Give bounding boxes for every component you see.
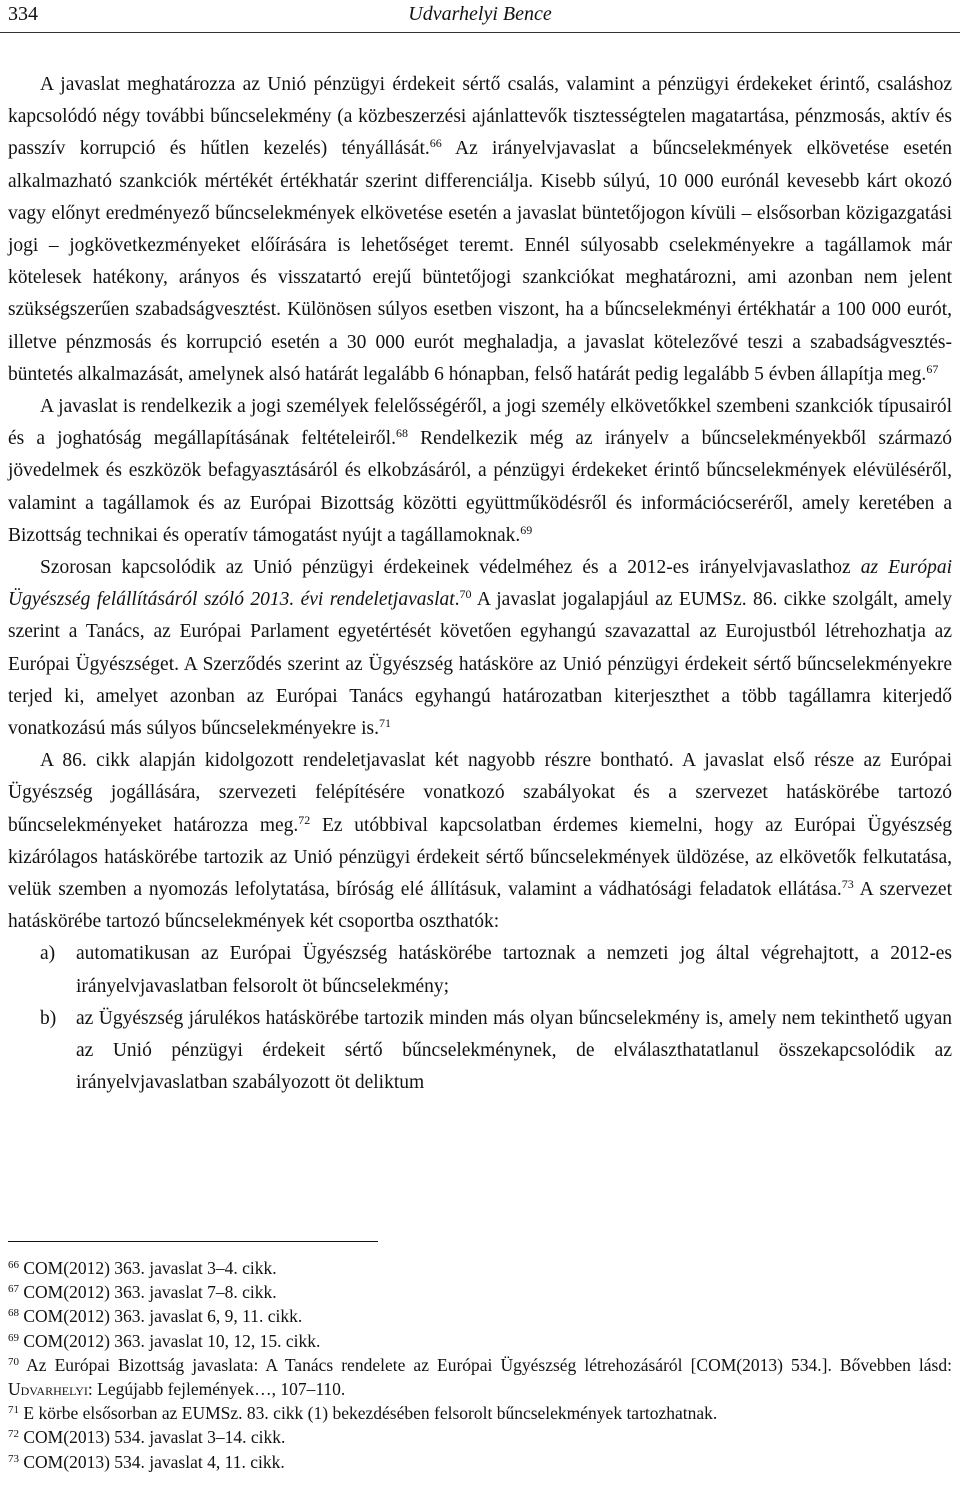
- running-title: Udvarhelyi Bence: [408, 3, 552, 25]
- paragraph-text: A javaslat jogalapjául az EUMSz. 86. cikke szolgált, amely szerint a Tanács, az Európai Parlament egyetértését követően egyhangú szavazattal az Eurojustból létrehozhatja az Európai Ügyészséget. A Szerződés szerint az Ügyészség hatásköre az Unió pénzügyi érdekeit sértő bűncselekményekre terjed ki, amelyet azonban az Európai Tanács egyhangú határozatban kiterjeszthet a több tagállamra kiterjedő vonatkozású más súlyos bűncselekményekre is.: [8, 589, 952, 740]
- paragraph-text: Az irányelvjavaslat a bűncselekmények elkövetése esetén alkalmazható szankciók mértékét értékhatár szerint differenciálja. Kisebb súlyú, 10 000 eurónál kevesebb kárt okozó vagy előnyt eredményező bűncselekmények elkövetése esetén a javaslat büntetőjogon kívüli – elsősorban közigazgatási jogi – jogkövetkezményeket előírására is lehetőséget teremt. Ennél súlyosabb cselekményekre a tagállamok már kötelesek hatékony, arányos és visszatartó erejű büntetőjogi szankciókat meghatározni, ami azonban nem jelent szükségszerűen szabadságvesztést. Különösen súlyos esetben viszont, ha a bűncselekményi értékhatár a 100 000 eurót, illetve pénzmosás és korrupció esetén a 30 000 eurót meghaladja, a javaslat kötelezővé teszi a szabadságvesztés-büntetés alkalmazását, amelynek alsó határát legalább 6 hónapban, felső határát pedig legalább 5 évben állapítja meg.: [8, 138, 952, 385]
- footnote-ref[interactable]: 66: [429, 136, 442, 151]
- footnotes: [8, 1256, 952, 1474]
- paragraph-text: Szorosan kapcsolódik az Unió pénzügyi érdekeinek védelméhez és a 2012-es irányelvjavaslathoz: [40, 557, 861, 579]
- footnote-text: COM(2012) 363. javaslat 3–4. cikk.: [23, 1258, 277, 1278]
- paragraph-text: A javaslat meghatározza az Unió pénzügyi érdekeit sértő csalás, valamint a pénzügyi érdekeket érintő, csaláshoz kapcsolódó négy további bűncselekmény (a közbeszerzési ajánlattevők tisztességtelen magatartása, pénzmosás, aktív és passzív korrupció és hűtlen kezelés) tényállását.: [8, 74, 952, 160]
- footnote: [8, 1425, 952, 1449]
- footnote-text: COM(2012) 363. javaslat 7–8. cikk.: [23, 1282, 277, 1303]
- footnote-number: 66: [8, 1259, 19, 1271]
- footnote-ref[interactable]: 71: [378, 716, 391, 731]
- footnote-text: : Legújabb fejlemények…, 107–110.: [87, 1379, 346, 1400]
- footnote-ref[interactable]: 69: [520, 522, 533, 537]
- footnote-text: COM(2013) 534. javaslat 3–14. cikk.: [23, 1427, 286, 1448]
- footnote: [8, 1401, 952, 1425]
- footnote: [8, 1329, 952, 1353]
- footnote-text: COM(2012) 363. javaslat 6, 9, 11. cikk.: [23, 1306, 303, 1327]
- footnote-number: 68: [8, 1307, 19, 1320]
- list-item: [8, 938, 952, 1002]
- paragraph: [8, 745, 952, 938]
- footnote: [8, 1450, 952, 1474]
- footnote-number: 69: [8, 1331, 19, 1344]
- footnote: [8, 1280, 952, 1304]
- footnote-number: 73: [8, 1452, 19, 1465]
- list-text: az Ügyészség járulékos hatáskörébe tartozik minden más olyan bűncselekmény is, amely nem tekinthető ugyan az Unió pénzügyi érdekeit sértő bűncselekménynek, de elválaszthatatlanul összekapcsolódik az irányelvjavaslatban szabályozott öt deliktum: [76, 1007, 952, 1094]
- paragraph: [8, 391, 952, 552]
- paragraph: [8, 69, 952, 391]
- page-number: 334: [8, 3, 38, 25]
- footnote-text: COM(2012) 363. javaslat 10, 12, 15. cikk.: [23, 1330, 321, 1351]
- paragraph-text: A 86. cikk alapján kidolgozott rendeletjavaslat két nagyobb részre bontható. A javaslat első része az Európai Ügyészség jogállására, szervezeti felépítésére vonatkozó szabályokat és a szervezet hatáskörébe tartozó bűncselekményeket határozza meg.: [8, 750, 952, 836]
- paragraph: [8, 552, 952, 745]
- footnote-text: E körbe elsősorban az EUMSz. 83. cikk (1) bekezdésében felsorolt bűncselekmények tartozhatnak.: [23, 1403, 718, 1424]
- footnote-ref[interactable]: 70: [459, 587, 472, 602]
- footnote-ref[interactable]: 73: [841, 877, 854, 892]
- footnote-ref[interactable]: 72: [298, 812, 311, 827]
- footnote: [8, 1353, 952, 1401]
- paragraph-text: A javaslat is rendelkezik a jogi személyek felelősségéről, a jogi személy elkövetőkkel szembeni szankciók típusairól és a joghatóság megállapításának feltételeiről.: [8, 396, 952, 450]
- paragraph-text: Rendelkezik még az irányelv a bűncselekményekből származó jövedelmek és eszközök befagyasztásáról és elkobzásáról, a pénzügyi érdekeket érintő bűncselekmények elévüléséről, valamint a tagállamok és az Európai Bizottság közötti együttműködésről és információcseréről, amely keretében a Bizottság technikai és operatív támogatást nyújt a tagállamoknak.: [8, 428, 952, 546]
- footnote-separator: [8, 1241, 378, 1242]
- footnote-number: 72: [8, 1428, 19, 1441]
- author-name: Udvarhelyi: [8, 1379, 88, 1400]
- footnote: [8, 1304, 952, 1328]
- footnote-number: 71: [8, 1404, 19, 1417]
- italic-title: az Európai Ügyészség felállításáról szóló 2013. évi rendeletjavaslat: [8, 557, 953, 611]
- enumerated-list: [8, 938, 952, 1099]
- paragraph-text: .: [454, 589, 460, 611]
- footnote-text: COM(2013) 534. javaslat 4, 11. cikk.: [23, 1451, 285, 1472]
- footnote-number: 70: [8, 1355, 19, 1368]
- paragraph-text: A szervezet hatáskörébe tartozó bűncselekmények két csoportba oszthatók:: [8, 879, 952, 933]
- page-header: [0, 0, 960, 33]
- list-label: b): [40, 1007, 57, 1029]
- footnote-number: 67: [8, 1283, 19, 1296]
- footnote: [8, 1256, 952, 1280]
- list-label: a): [40, 943, 56, 965]
- footnote-ref[interactable]: 67: [926, 361, 939, 376]
- body-text: [8, 69, 952, 1100]
- list-text: automatikusan az Európai Ügyészség hatáskörébe tartoznak a nemzeti jog által végrehajtott, a 2012-es irányelvjavaslatban felsorolt öt bűncselekmény;: [76, 943, 952, 997]
- footnote-ref[interactable]: 68: [395, 426, 408, 441]
- list-item: [8, 1003, 952, 1100]
- footnote-text: Az Európai Bizottság javaslata: A Tanács rendelete az Európai Ügyészség létrehozásáról [COM(2013) 534.]. Bővebben lásd:: [26, 1354, 952, 1375]
- paragraph-text: Ez utóbbival kapcsolatban érdemes kiemelni, hogy az Európai Ügyészség kizárólagos hatáskörébe tartozik az Unió pénzügyi érdekeit sértő bűncselekmények üldözése, az elkövetők felkutatása, velük szemben a nyomozás lefolytatása, bíróság elé állításuk, valamint a vádhatósági feladatok ellátása.: [8, 814, 953, 901]
